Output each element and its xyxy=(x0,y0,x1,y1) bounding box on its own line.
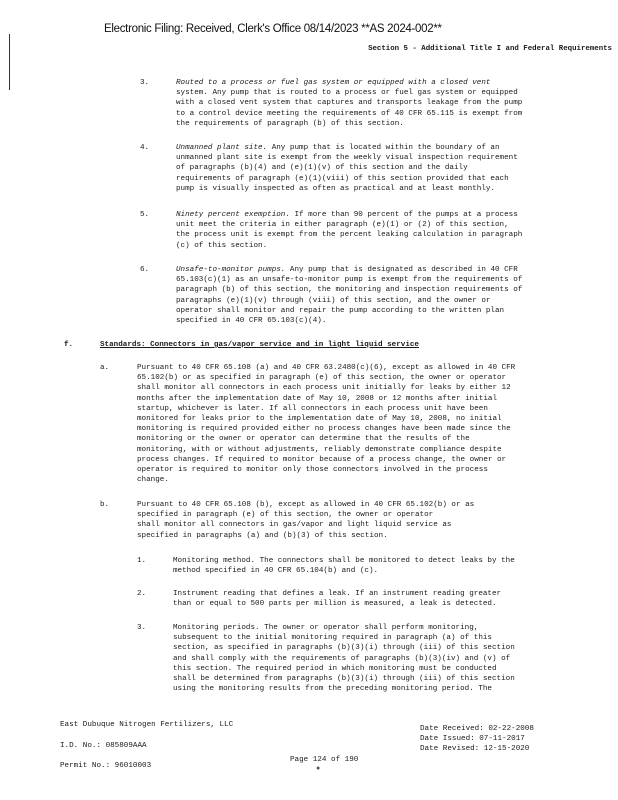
item-number: 1. xyxy=(137,557,147,565)
item-body: Any pump that is located within the boundary of an unmanned plant site is exempt from the weekly visual inspection requirement of paragraphs (b)(4) and (e)(1)(v) of this section and the daily requirements of paragraph (e)(1)(viii) of this section provided that each pump is visually inspected as often as practical and at least monthly. xyxy=(176,144,518,193)
page-number: Page 124 of 190 xyxy=(290,756,359,764)
footer-dates xyxy=(420,724,534,755)
date-issued: Date Issued: 07-11-2017 xyxy=(420,735,525,744)
item-label: b. xyxy=(100,501,110,509)
item-body: Any pump that is designated as described in 40 CFR 65.103(c)(1) as an unsafe-to-monitor pump is exempt from the requirements of paragraph (b) of this section, the monitoring and inspection requirements of paragraphs (e)(1)(v) through (viii) of this section, and the owner or operator shall monitor and repair the pump according to the written plan specified in 40 CFR 65.103(c)(4). xyxy=(176,266,523,326)
item-title: Unsafe-to-monitor pumps. xyxy=(176,266,286,274)
section-header: Section 5 - Additional Title I and Federal Requirements xyxy=(368,45,612,53)
permit-number: Permit No.: 96010003 xyxy=(60,762,152,771)
list-item xyxy=(176,143,616,194)
item-number: 6. xyxy=(140,266,150,274)
list-item: Monitoring periods. The owner or operator shall perform monitoring, subsequent to the initial monitoring required in paragraph (a) of this section, as specified in paragraphs (b)(3)(i) through (iii) of this section and shall comply with the requirements of paragraphs (b)(3)(iv) and (v) of this section. The required period in which monitoring must be conducted shall be determined from paragraphs (b)(3)(i) through (iii) of this section using the monitoring results from the preceding monitoring period. The xyxy=(173,624,515,694)
item-body: Pursuant to 40 CFR 65.108 (b), except as allowed in 40 CFR 65.102(b) or as specified in paragraph (e) of this section, the owner or operator shall monitor all connectors in gas/vapor and light liquid service as specified in paragraphs (a) and (b)(3) of this section. xyxy=(137,501,475,540)
list-item xyxy=(176,265,616,326)
date-received: Date Received: 02-22-2008 xyxy=(420,725,534,733)
item-title: Routed to a process or fuel gas system or equipped with a closed vent xyxy=(176,79,491,87)
item-number: 5. xyxy=(140,211,150,219)
id-number: I.D. No.: 085809AAA xyxy=(60,741,147,750)
list-item: Monitoring method. The connectors shall be monitored to detect leaks by the method specified in 40 CFR 65.104(b) and (c). xyxy=(173,557,515,576)
item-body: system. Any pump that is routed to a process or fuel gas system or equipped with a closed vent system that captures and transports leakage from the pump to a control device meeting the requirements of 40 CFR 65.115 is exempt from the requirements of paragraph (b) of this section. xyxy=(176,89,523,128)
section-title xyxy=(100,340,419,350)
company-name: East Dubuque Nitrogen Fertilizers, LLC xyxy=(60,721,234,730)
section-title-text: Standards: Connectors in gas/vapor service and in light liquid service xyxy=(100,341,419,349)
item-body: Pursuant to 40 CFR 65.108 (a) and 40 CFR 63.2480(c)(6), except as allowed in 40 CFR 65.102(b) or as specified in paragraph (e) of this section, the owner or operator shall monitor all connectors in each process unit initially for leaks by either 12 months after the implementation date of May 10, 2008 or 12 months after initial startup, whichever is later. If all connectors in each process unit have been monitored for leaks prior to the implementation date of May 10, 2008, no initial monitoring is required provided either no process changes have been made since the monitoring or the owner or operator can determine that the results of the monitoring, with or without adjustments, reliably demonstrate compliance despite process changes. If required to monitor because of a process change, the owner or operator is required to monitor only those connectors involved in the process change. xyxy=(137,364,516,485)
section-label: f. xyxy=(64,341,74,349)
item-number: 2. xyxy=(137,590,147,598)
item-number: 4. xyxy=(140,144,150,152)
item-label: a. xyxy=(100,364,110,372)
list-item xyxy=(176,210,616,251)
item-number: 3. xyxy=(137,624,147,632)
margin-rule xyxy=(9,34,10,90)
scan-mark-icon: ● xyxy=(316,764,321,772)
date-revised: Date Revised: 12-15-2020 xyxy=(420,745,530,754)
item-title: Unmanned plant site. xyxy=(176,144,268,152)
list-item: Instrument reading that defines a leak. If an instrument reading greater than or equal to 500 parts per million is measured, a leak is detected. xyxy=(173,590,502,609)
item-title: Ninety percent exemption. xyxy=(176,211,290,219)
footer-identification xyxy=(60,710,233,781)
item-number: 3. xyxy=(140,79,150,87)
item-body: If more than 90 percent of the pumps at a process unit meet the criteria in either paragraph (e)(1) or (2) of this section, the process unit is exempt from the percent leaking calculation in paragraph (c) of this section. xyxy=(176,211,523,250)
list-item xyxy=(176,78,616,129)
electronic-filing-banner: Electronic Filing: Received, Clerk's Office 08/14/2023 **AS 2024-002** xyxy=(104,23,442,35)
